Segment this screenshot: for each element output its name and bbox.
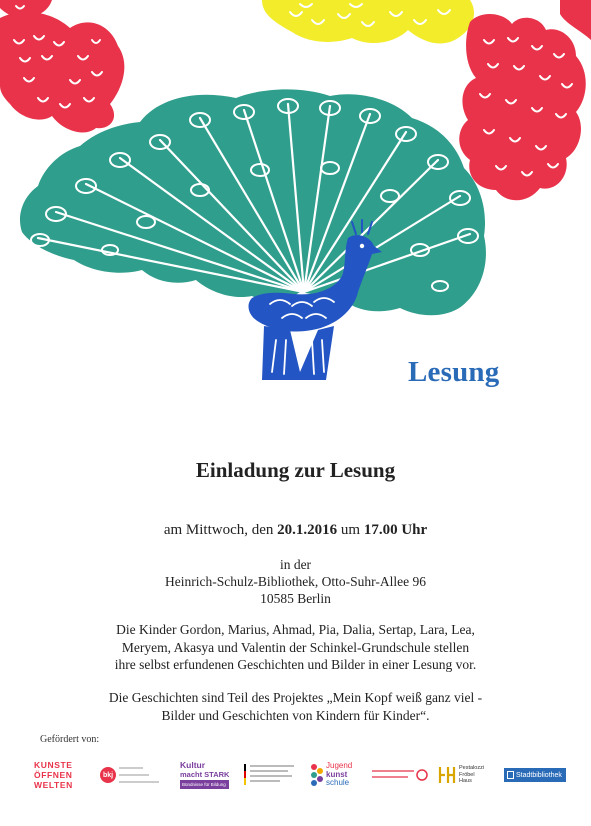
logo-line: Kultur bbox=[180, 760, 206, 770]
yellow-fish-print bbox=[262, 0, 474, 43]
bkj-small-print bbox=[119, 764, 159, 786]
logo-line: macht STARK bbox=[180, 770, 230, 779]
logo-line: ÖFFNEN bbox=[34, 770, 73, 780]
invitation-heading: Einladung zur Lesung bbox=[195, 458, 396, 482]
venue-block bbox=[0, 556, 591, 607]
venue-city: 10585 Berlin bbox=[260, 591, 331, 606]
paragraph-line: Die Geschichten sind Teil des Projektes „Mein Kopf weiß ganz viel - bbox=[108, 690, 483, 705]
logo-line: kunst bbox=[326, 769, 348, 779]
logo-tagline: Bündnisse für Bildung bbox=[180, 780, 229, 789]
logo-line: KUNSTE bbox=[34, 760, 73, 770]
bmbf-logo bbox=[244, 755, 298, 795]
paragraph-line: ihre selbst erfundenen Geschichten und Bilder in einer Lesung vor. bbox=[114, 657, 477, 672]
freundeskreis-logo bbox=[372, 755, 428, 795]
artwork-title: Lesung bbox=[408, 356, 500, 388]
participants-paragraph bbox=[0, 621, 591, 674]
bkj-logo bbox=[100, 755, 162, 795]
stadtbibliothek-logo bbox=[504, 755, 566, 795]
logo-line: Fröbel bbox=[459, 771, 475, 778]
event-time: 17.00 Uhr bbox=[363, 522, 428, 538]
kuenste-oeffnen-welten-logo bbox=[34, 755, 80, 795]
stadtbibliothek-banner bbox=[504, 768, 566, 782]
logo-line: Stadtbibliothek bbox=[516, 771, 562, 779]
book-icon bbox=[507, 771, 514, 779]
kultur-macht-stark-logo bbox=[180, 755, 238, 795]
logo-line: schule bbox=[326, 778, 350, 788]
paragraph-line: Die Kinder Gordon, Marius, Ahmad, Pia, Dalia, Sertap, Lara, Lea, bbox=[116, 622, 475, 637]
pfh-mark-icon bbox=[438, 765, 456, 785]
paragraph-line: Bilder und Geschichten von Kindern für Kinder“. bbox=[161, 707, 430, 723]
paragraph-line: Meryem, Akasya und Valentin der Schinkel-Grundschule stellen bbox=[121, 639, 470, 655]
venue-intro: in der bbox=[279, 557, 312, 572]
jugendkunstschule-logo bbox=[310, 755, 364, 795]
federal-eagle-icon bbox=[244, 760, 298, 790]
logo-line: Haus bbox=[459, 778, 472, 785]
colored-dots-icon bbox=[310, 763, 324, 787]
funded-by-label: Gefördert von: bbox=[40, 734, 100, 745]
event-date: 20.1.2016 bbox=[277, 522, 338, 538]
red-fish-print-left bbox=[0, 0, 124, 132]
logo-line: Jugend bbox=[326, 761, 353, 771]
poster-artwork bbox=[0, 0, 591, 400]
event-date-line bbox=[0, 522, 591, 539]
red-fish-print-right bbox=[459, 0, 591, 200]
date-prefix: am Mittwoch, den bbox=[163, 522, 278, 538]
logo-line: WELTEN bbox=[34, 780, 73, 790]
logo-line: Pestalozzi bbox=[459, 765, 485, 772]
bkj-mark: bkj bbox=[100, 767, 116, 783]
sponsor-logo-row bbox=[0, 755, 591, 795]
pestalozzi-froebel-haus-logo bbox=[438, 755, 494, 795]
project-paragraph bbox=[0, 689, 591, 724]
venue-address: Heinrich-Schulz-Bibliothek, Otto-Suhr-Allee 96 bbox=[164, 574, 427, 589]
time-prefix: um bbox=[337, 522, 364, 538]
freundeskreis-small-print bbox=[372, 764, 428, 786]
